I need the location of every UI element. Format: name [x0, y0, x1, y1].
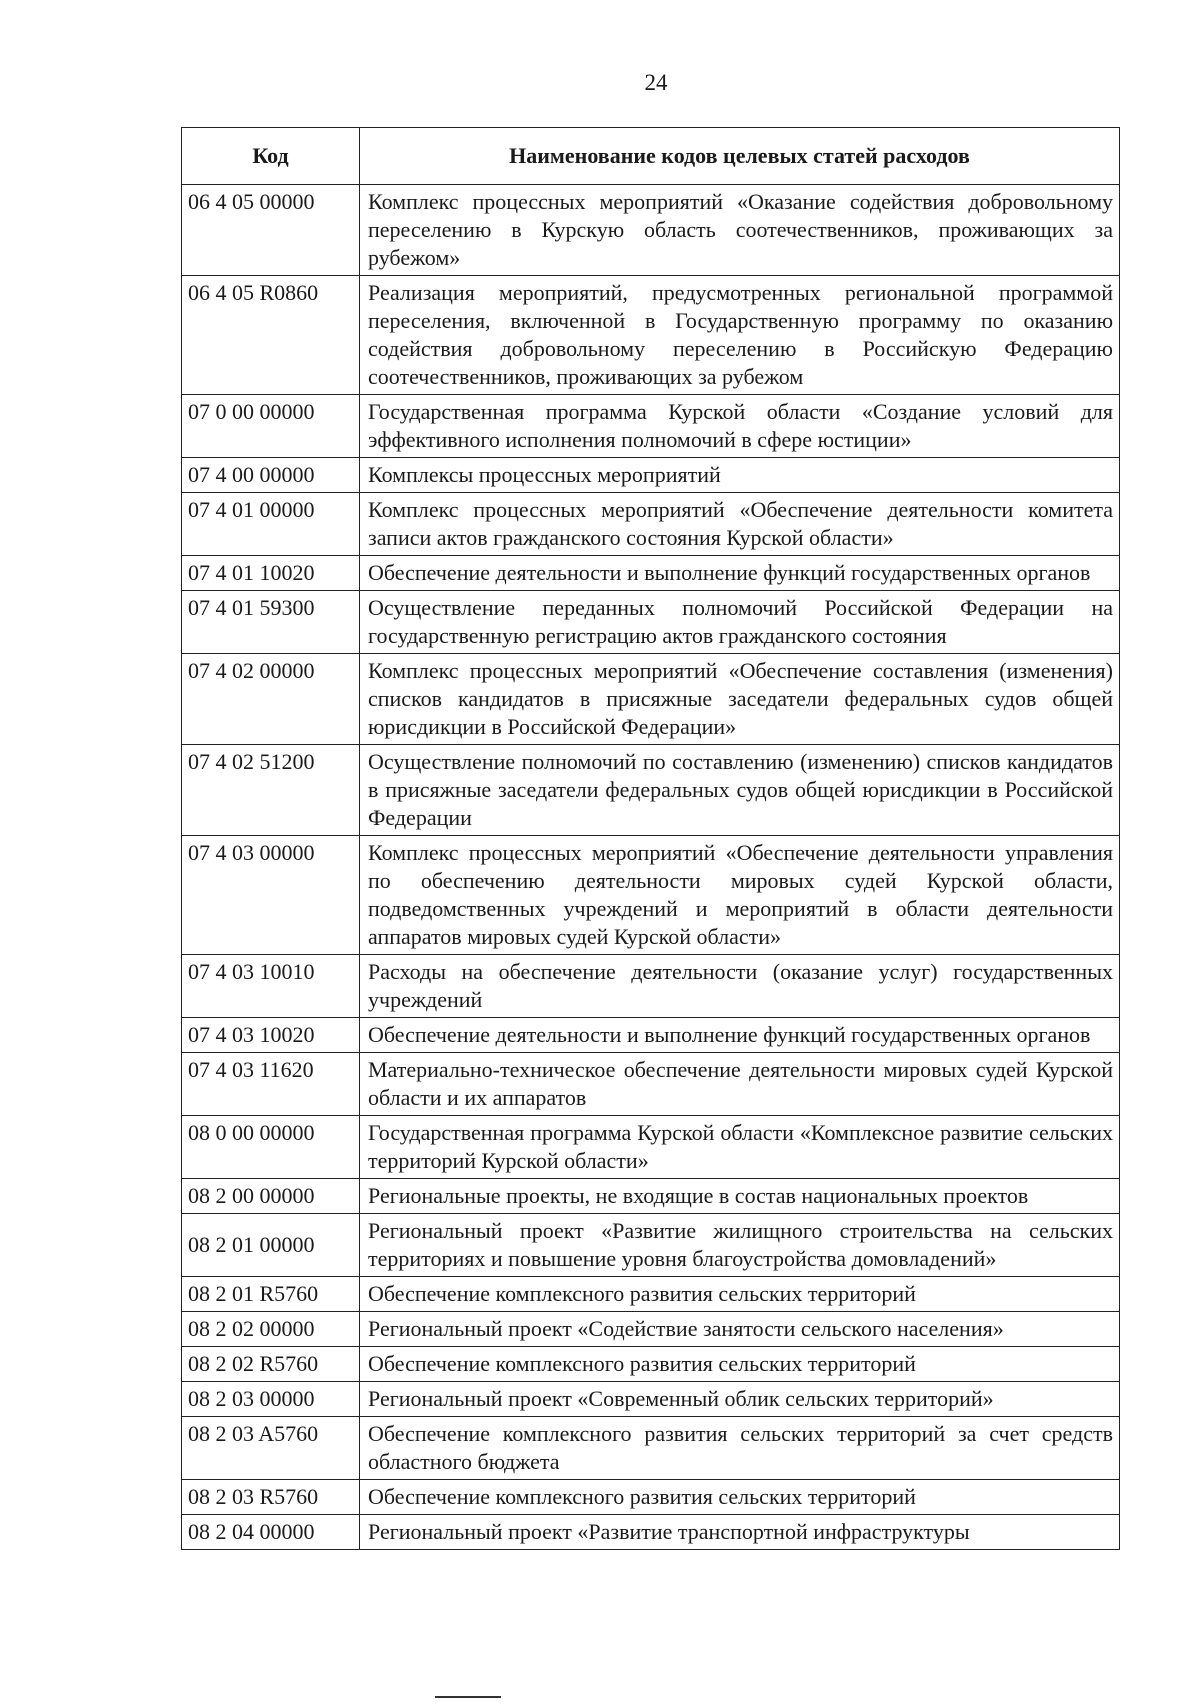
row-code: 07 4 02 51200	[182, 745, 360, 836]
row-name: Обеспечение комплексного развития сельских территорий за счет средств областного бюджета	[360, 1417, 1120, 1480]
row-code: 08 2 01 00000	[182, 1214, 360, 1277]
table-row	[182, 395, 1120, 458]
row-name: Региональный проект «Содействие занятости сельского населения»	[360, 1312, 1120, 1347]
table-row	[182, 1179, 1120, 1214]
row-name: Региональный проект «Современный облик сельских территорий»	[360, 1382, 1120, 1417]
row-code: 08 2 03 A5760	[182, 1417, 360, 1480]
row-name: Реализация мероприятий, предусмотренных региональной программой переселения, включенной в Государственную программу по оказанию содействия добровольному переселению в Российскую Федерацию соотечественников, проживающих за рубежом	[360, 276, 1120, 395]
table-row	[182, 836, 1120, 955]
row-code: 06 4 05 00000	[182, 185, 360, 276]
row-code: 07 4 01 10020	[182, 556, 360, 591]
row-code: 07 4 03 00000	[182, 836, 360, 955]
row-name: Комплекс процессных мероприятий «Обеспечение составления (изменения) списков кандидатов в присяжные заседатели федеральных судов общей юрисдикции в Российской Федерации»	[360, 654, 1120, 745]
row-name: Осуществление полномочий по составлению (изменению) списков кандидатов в присяжные заседатели федеральных судов общей юрисдикции в Российской Федерации	[360, 745, 1120, 836]
row-name: Региональные проекты, не входящие в состав национальных проектов	[360, 1179, 1120, 1214]
table-row	[182, 1312, 1120, 1347]
row-name: Региональный проект «Развитие жилищного строительства на сельских территориях и повышение уровня благоустройства домовладений»	[360, 1214, 1120, 1277]
table-row	[182, 1382, 1120, 1417]
row-name: Региональный проект «Развитие транспортной инфраструктуры	[360, 1515, 1120, 1550]
row-name: Государственная программа Курской области «Комплексное развитие сельских территорий Курской области»	[360, 1116, 1120, 1179]
row-code: 08 2 02 R5760	[182, 1347, 360, 1382]
row-name: Осуществление переданных полномочий Российской Федерации на государственную регистрацию актов гражданского состояния	[360, 591, 1120, 654]
row-code: 07 4 02 00000	[182, 654, 360, 745]
page-number: 24	[644, 70, 668, 95]
table-row	[182, 1018, 1120, 1053]
table-row	[182, 556, 1120, 591]
row-code: 08 0 00 00000	[182, 1116, 360, 1179]
row-name: Комплекс процессных мероприятий «Оказание содействия добровольному переселению в Курскую область соотечественников, проживающих за рубежом»	[360, 185, 1120, 276]
row-name: Комплекс процессных мероприятий «Обеспечение деятельности управления по обеспечению деятельности мировых судей Курской области, подведомственных учреждений и мероприятий в области деятельности аппаратов мировых судей Курской области»	[360, 836, 1120, 955]
row-name: Обеспечение деятельности и выполнение функций государственных органов	[360, 556, 1120, 591]
table-row	[182, 276, 1120, 395]
row-code: 07 4 01 59300	[182, 591, 360, 654]
table-row	[182, 1480, 1120, 1515]
row-code: 07 4 00 00000	[182, 458, 360, 493]
row-name: Материально-техническое обеспечение деятельности мировых судей Курской области и их аппаратов	[360, 1053, 1120, 1116]
footer-rule	[435, 1696, 501, 1698]
table-row	[182, 654, 1120, 745]
row-code: 08 2 02 00000	[182, 1312, 360, 1347]
row-name: Комплекс процессных мероприятий «Обеспечение деятельности комитета записи актов гражданского состояния Курской области»	[360, 493, 1120, 556]
row-code: 08 2 03 00000	[182, 1382, 360, 1417]
table-row	[182, 458, 1120, 493]
row-code: 07 4 03 10020	[182, 1018, 360, 1053]
row-code: 08 2 04 00000	[182, 1515, 360, 1550]
row-name: Обеспечение комплексного развития сельских территорий	[360, 1347, 1120, 1382]
table-row	[182, 1116, 1120, 1179]
table-row	[182, 1214, 1120, 1277]
table-row	[182, 1515, 1120, 1550]
table-row	[182, 591, 1120, 654]
header-code: Код	[182, 128, 360, 185]
table-row	[182, 1347, 1120, 1382]
row-code: 07 0 00 00000	[182, 395, 360, 458]
table-row	[182, 493, 1120, 556]
row-code: 07 4 01 00000	[182, 493, 360, 556]
row-name: Расходы на обеспечение деятельности (оказание услуг) государственных учреждений	[360, 955, 1120, 1018]
row-name: Обеспечение комплексного развития сельских территорий	[360, 1277, 1120, 1312]
row-code: 07 4 03 10010	[182, 955, 360, 1018]
table-row	[182, 185, 1120, 276]
table-row	[182, 1277, 1120, 1312]
row-code: 06 4 05 R0860	[182, 276, 360, 395]
row-name: Комплексы процессных мероприятий	[360, 458, 1120, 493]
header-name: Наименование кодов целевых статей расходов	[360, 128, 1120, 185]
row-name: Государственная программа Курской области «Создание условий для эффективного исполнения полномочий в сфере юстиции»	[360, 395, 1120, 458]
row-code: 08 2 00 00000	[182, 1179, 360, 1214]
target-expense-codes-table	[181, 127, 1120, 1550]
table-row	[182, 745, 1120, 836]
table-row	[182, 955, 1120, 1018]
table-header-row	[182, 128, 1120, 185]
row-name: Обеспечение комплексного развития сельских территорий	[360, 1480, 1120, 1515]
row-code: 08 2 03 R5760	[182, 1480, 360, 1515]
row-code: 08 2 01 R5760	[182, 1277, 360, 1312]
row-code: 07 4 03 11620	[182, 1053, 360, 1116]
row-name: Обеспечение деятельности и выполнение функций государственных органов	[360, 1018, 1120, 1053]
table-row	[182, 1417, 1120, 1480]
table-row	[182, 1053, 1120, 1116]
